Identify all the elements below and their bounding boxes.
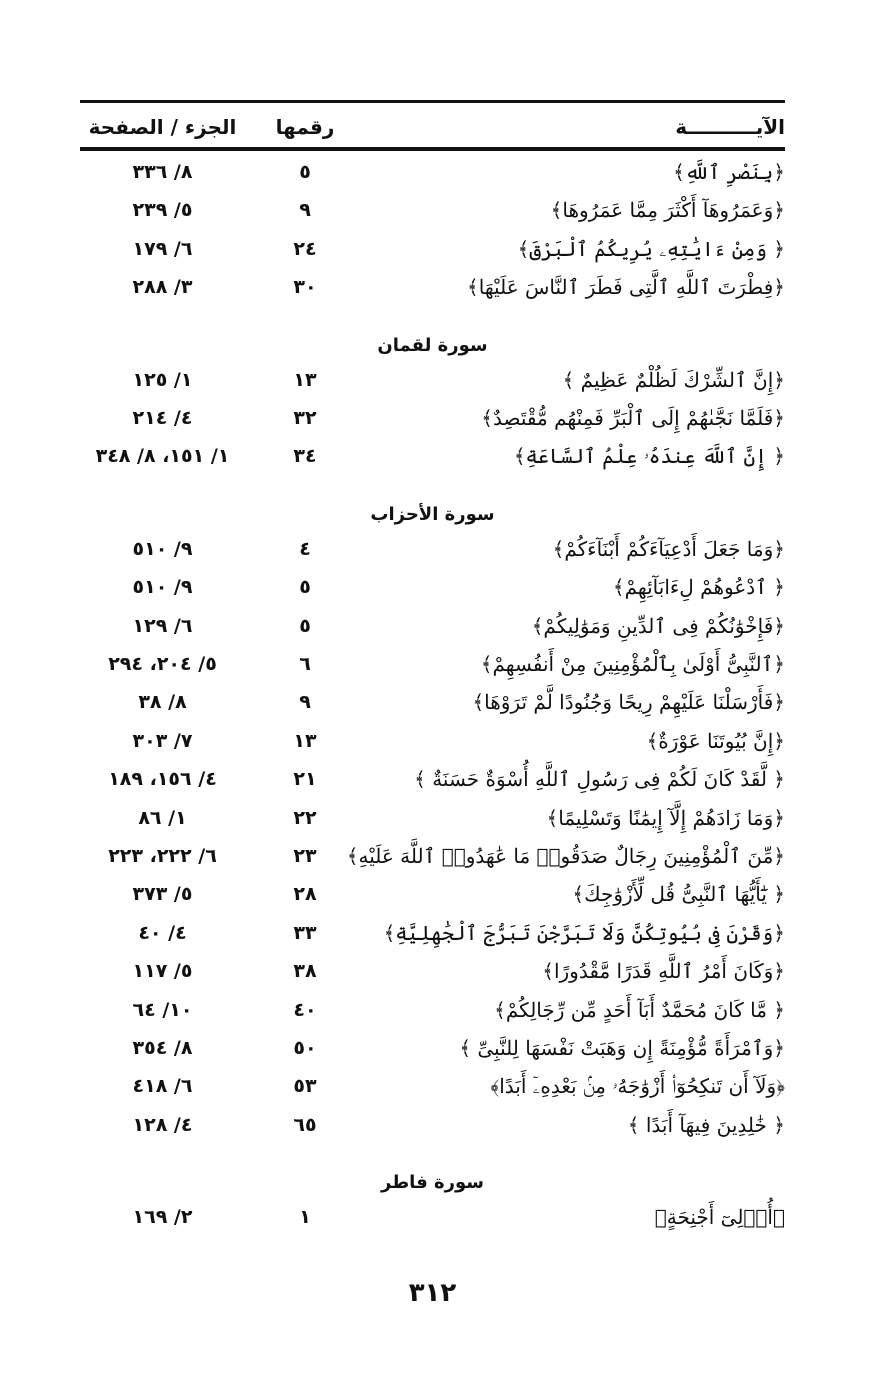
ayah-text: ﴿وَمَا زَادَهُمْ إِلَّآ إِيمَٰنًا وَتَسْلِيمًا﴾ <box>546 805 785 830</box>
ayah-text: ﴿ لَّقَدْ كَانَ لَكُمْ فِى رَسُولِ ٱللَّهِ أُسْوَةٌ حَسَنَةٌ ﴾ <box>414 767 785 792</box>
part-page-ref: ٦/ ١٧٩ <box>132 237 193 260</box>
ayah-text: ﴿فِطْرَتَ ٱللَّهِ ٱلَّتِى فَطَرَ ٱلنَّاسَ عَلَيْهَا﴾ <box>467 275 785 300</box>
ayah-text: ﴿ خَٰلِدِينَ فِيهَآ أَبَدًا ﴾ <box>627 1112 785 1137</box>
ayah-number: ٩ <box>299 199 311 222</box>
part-page-ref: ٢/ ١٦٩ <box>132 1206 193 1229</box>
ayah-text: ﴿وَكَانَ أَمْرُ ٱللَّهِ قَدَرًا مَّقْدُورًا﴾ <box>542 959 785 984</box>
ayah-number: ٥٣ <box>293 1075 317 1098</box>
ayah-text: ﴿مِّنَ ٱلْمُؤْمِنِينَ رِجَالٌ صَدَقُوا۟ مَا عَٰهَدُوا۟ ٱللَّهَ عَلَيْهِ﴾ <box>346 844 785 868</box>
ayah-number: ١٣ <box>293 729 317 752</box>
ayah-text: ﴿بِنَصْرِ ٱللَّهِ﴾ <box>673 160 785 184</box>
part-page-ref: ٦/ ١٢٩ <box>132 614 193 637</box>
ayah-text: ﴿ مَّا كَانَ مُحَمَّدٌ أَبَآ أَحَدٍ مِّن رِّجَالِكُمْ﴾ <box>494 997 785 1022</box>
table-row <box>80 439 785 473</box>
part-page-ref: ٥/ ٢٠٤، ٢٩٤ <box>108 653 217 675</box>
part-page-ref: ٤/ ٢١٤ <box>132 407 193 429</box>
ayah-number: ٥ <box>299 614 311 637</box>
page-number: ٣١٢ <box>408 1278 457 1308</box>
table-row <box>80 954 785 988</box>
ayah-number: ١٣ <box>293 368 317 391</box>
header-rule <box>80 147 785 151</box>
table-row <box>80 801 785 835</box>
ayah-number: ٦٥ <box>293 1113 317 1136</box>
table-row <box>80 1069 785 1103</box>
ayah-number: ١ <box>299 1206 311 1229</box>
surah-heading: سورة فاطر <box>381 1172 484 1194</box>
ayah-text: ﴿وَعَمَرُوهَآ أَكْثَرَ مِمَّا عَمَرُوهَا﴾ <box>550 198 785 223</box>
table-row <box>80 762 785 796</box>
ayah-text: ﴿فَإِخْوَٰنُكُمْ فِى ٱلدِّينِ وَمَوَٰلِيكُمْ﴾ <box>531 613 785 638</box>
ayah-number: ٤٠ <box>293 998 317 1021</box>
table-row <box>80 724 785 758</box>
table-row <box>80 363 785 397</box>
part-page-ref: ٨/ ٣٨ <box>138 691 187 714</box>
header-part-page: الجزء / الصفحة <box>88 115 237 139</box>
header-ayah: الآيــــــــــة <box>675 115 785 139</box>
ayah-number: ٢٣ <box>293 845 317 867</box>
surah-heading: سورة لقمان <box>377 334 488 356</box>
part-page-ref: ٨/ ٣٣٦ <box>132 161 193 183</box>
ayah-number: ٦ <box>299 653 311 675</box>
ayah-number: ٩ <box>299 691 311 714</box>
table-row <box>80 1108 785 1142</box>
ayah-text: ﴿ يَٰٓأَيُّهَا ٱلنَّبِىُّ قُل لِّأَزْوَٰجِكَ﴾ <box>572 882 785 907</box>
part-page-ref: ١/ ١٢٥ <box>132 368 193 391</box>
table-row <box>80 647 785 681</box>
table-row <box>80 877 785 911</box>
top-rule <box>80 100 785 103</box>
ayah-text: ﴿وَلَآ أَن تَنكِحُوٓا۟ أَزْوَٰجَهُۥ مِنۢ بَعْدِهِۦٓ أَبَدًا﴾ <box>490 1074 785 1099</box>
ayah-number: ٢٨ <box>293 883 317 906</box>
ayah-number: ٢٤ <box>293 237 317 260</box>
table-row <box>80 270 785 304</box>
ayah-text: ﴿فَأَرْسَلْنَا عَلَيْهِمْ رِيحًا وَجُنُودًا لَّمْ تَرَوْهَا﴾ <box>472 690 785 715</box>
part-page-ref: ١/ ١٥١، ٨/ ٣٤٨ <box>95 445 230 468</box>
table-row <box>80 155 785 189</box>
ayah-number: ٣٤ <box>293 445 317 468</box>
header-number: رقمها <box>275 115 335 139</box>
table-row <box>80 570 785 604</box>
ayah-text: ﴿وَقَرْنَ فِى بُيُوتِكُنَّ وَلَا تَبَرَّجْنَ تَبَرُّجَ ٱلْجَٰهِلِيَّةِ﴾ <box>383 920 785 945</box>
table-row <box>80 1031 785 1065</box>
part-page-ref: ١٠/ ٦٤ <box>132 998 193 1021</box>
part-page-ref: ٣/ ٢٨٨ <box>132 276 193 299</box>
part-page-ref: ٦/ ٢٢٢، ٢٢٣ <box>108 845 217 867</box>
ayah-text: ﴿ وَمِنْ ءَايَٰتِهِۦ يُرِيكُمُ ٱلْبَرْقَ﴾ <box>517 236 785 261</box>
ayah-text: ﴿وَمَا جَعَلَ أَدْعِيَآءَكُمْ أَبْنَآءَكُمْ﴾ <box>552 536 785 561</box>
table-row <box>80 232 785 266</box>
ayah-number: ٣٨ <box>293 960 317 983</box>
table-row <box>80 609 785 643</box>
ayah-text: ﴿فَلَمَّا نَجَّىٰهُمْ إِلَى ٱلْبَرِّ فَمِنْهُم مُّقْتَصِدٌ﴾ <box>481 406 785 430</box>
table-row <box>80 401 785 435</box>
surah-heading: سورة الأحزاب <box>370 503 495 525</box>
table-row <box>80 1200 785 1234</box>
ayah-text: ﴿ إِنَّ ٱللَّهَ عِندَهُۥ عِلْمُ ٱلسَّاعَةِ﴾ <box>513 444 785 469</box>
ayah-number: ٥٠ <box>293 1037 317 1059</box>
ayah-text: ﴿وَٱمْرَأَةً مُّؤْمِنَةً إِن وَهَبَتْ نَفْسَهَا لِلنَّبِىِّ ﴾ <box>459 1036 785 1060</box>
ayah-number: ٣٢ <box>293 407 317 429</box>
ayah-number: ٥ <box>299 576 311 599</box>
part-page-ref: ١/ ٨٦ <box>138 806 187 829</box>
ayah-text: ﴿إِنَّ بُيُوتَنَا عَوْرَةٌ﴾ <box>646 728 785 753</box>
table-row <box>80 685 785 719</box>
ayah-number: ٥ <box>299 161 311 183</box>
ayah-number: ٤ <box>299 537 311 560</box>
ayah-text: ﴿ٱلنَّبِىُّ أَوْلَىٰ بِٱلْمُؤْمِنِينَ مِنْ أَنفُسِهِمْ﴾ <box>480 652 785 676</box>
part-page-ref: ٩/ ٥١٠ <box>132 537 193 560</box>
table-row <box>80 916 785 950</box>
ayah-number: ٣٠ <box>293 276 317 299</box>
table-row <box>80 193 785 227</box>
part-page-ref: ٥/ ٣٧٣ <box>132 883 193 906</box>
table-row <box>80 839 785 873</box>
part-page-ref: ٩/ ٥١٠ <box>132 576 193 599</box>
part-page-ref: ٥/ ٢٣٩ <box>132 199 193 222</box>
part-page-ref: ٦/ ٤١٨ <box>132 1075 193 1098</box>
part-page-ref: ٤/ ١٥٦، ١٨٩ <box>108 768 217 791</box>
ayah-number: ٣٣ <box>293 921 317 944</box>
part-page-ref: ٧/ ٣٠٣ <box>132 729 193 752</box>
ayah-text: ﴿ ٱدْعُوهُمْ لِءَابَآئِهِمْ﴾ <box>612 575 785 600</box>
table-row <box>80 532 785 566</box>
part-page-ref: ٤/ ١٢٨ <box>132 1113 193 1136</box>
ayah-number: ٢١ <box>293 768 317 791</box>
ayah-text: ﴿أُو۟لِىٓ أَجْنِحَةٍ﴾ <box>654 1205 785 1230</box>
table-row <box>80 993 785 1027</box>
ayah-number: ٢٢ <box>293 806 317 829</box>
part-page-ref: ٥/ ١١٧ <box>132 960 193 983</box>
part-page-ref: ٨/ ٣٥٤ <box>132 1037 193 1059</box>
part-page-ref: ٤/ ٤٠ <box>138 921 187 944</box>
index-page <box>80 0 785 1374</box>
ayah-text: ﴿إِنَّ ٱلشِّرْكَ لَظُلْمٌ عَظِيمٌ ﴾ <box>562 367 785 392</box>
